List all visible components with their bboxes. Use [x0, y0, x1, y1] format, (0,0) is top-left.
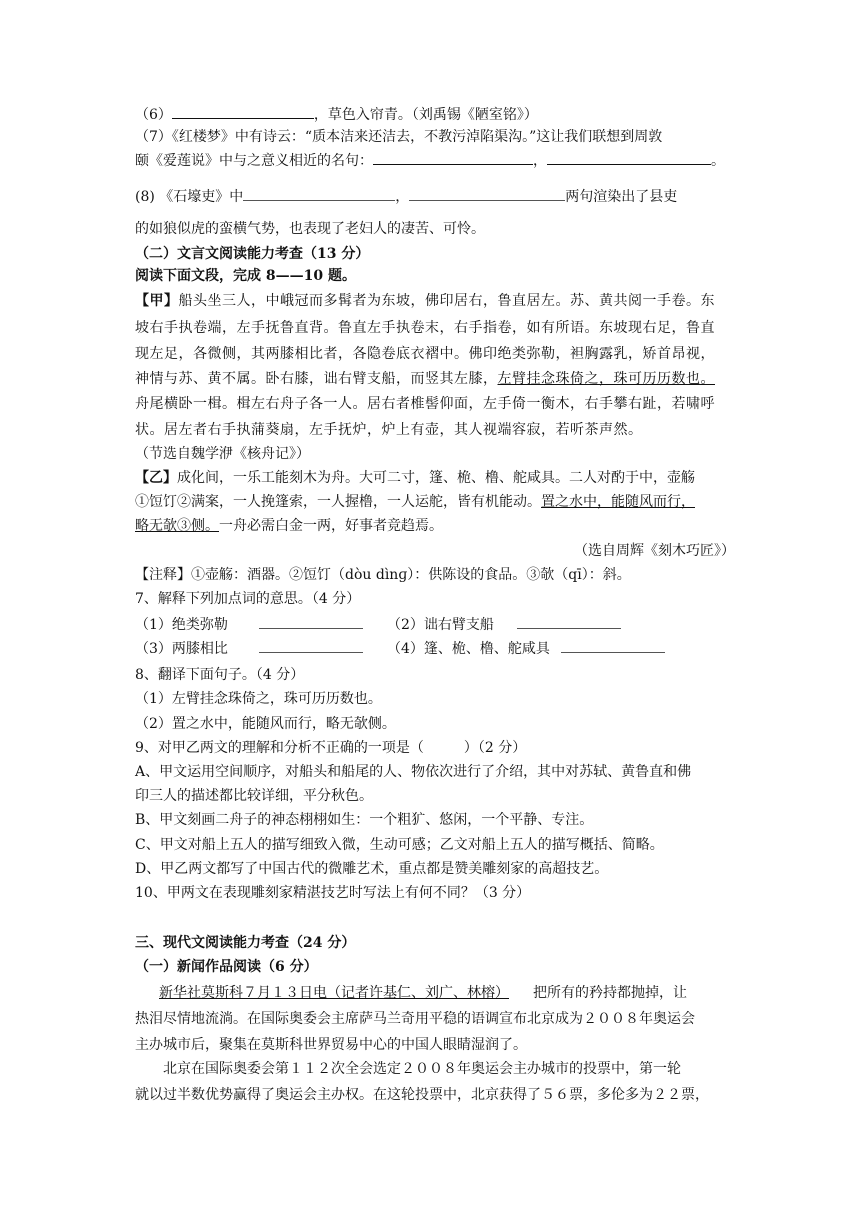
q7-item-2-blank[interactable]	[517, 614, 621, 629]
q8-answer-blank-1[interactable]	[243, 186, 395, 201]
passage-yi-line2	[135, 491, 735, 513]
news-lead: 把所有的矜持都抛掉，让	[533, 985, 687, 1001]
q9-option-d: D、甲乙两文都写了中国古代的微雕艺术，重点都是赞美雕刻家的高超技艺。	[135, 861, 609, 877]
q9-option-c: C、甲文对船上五人的描写细致入微，生动可感；乙文对船上五人的描写概括、简略。	[135, 837, 664, 853]
passage-yi-source: （选自周辉《刻木巧匠》）	[574, 543, 735, 559]
q7-item-3: （3）两膝相比	[135, 641, 228, 657]
section-3-title: 三、现代文阅读能力考查（24 分）	[135, 935, 356, 951]
q7-comma: ，	[533, 153, 547, 169]
passage-yi-line1	[135, 467, 735, 489]
q6-text: ，草色入帘青。（刘禹锡《陋室铭》）	[313, 107, 538, 123]
passage-yi-underlined-2: 略无欹③侧。	[135, 518, 219, 534]
section-3-subtitle: （一）新闻作品阅读（6 分）	[135, 959, 318, 975]
passage-jia-label: 【甲】	[135, 293, 179, 309]
news-line1	[135, 982, 735, 1004]
passage-jia-text4: 神情与苏、黄不属。卧右膝，诎右臂支船，而竖其左膝，	[135, 371, 498, 387]
question-8-item2: （2）置之水中，能随风而行，略无欹侧。	[135, 716, 396, 732]
q9-heading-score: ）（2 分）	[463, 740, 527, 756]
question-7-row2	[135, 638, 735, 660]
q9-option-b: B、甲文刻画二舟子的神态栩栩如生：一个粗犷、悠闲，一个平静、专注。	[135, 812, 594, 828]
passage-jia-line3: 现左足，各微侧，其两膝相比者，各隐卷底衣褶中。佛印绝类弥勒，袒胸露乳，矫首昂视，	[135, 346, 715, 362]
q6-number: （6）	[135, 107, 172, 123]
news-dateline: 新华社莫斯科７月１３日电（记者许基仁、刘广、林榕）	[159, 985, 509, 1001]
passage-jia-line6: 状。居左者右手执蒲葵扇，左手抚炉，炉上有壶，其人视端容寂，若听茶声然。	[135, 422, 643, 438]
passage-jia-underlined: 左臂挂念珠倚之，珠可历历数也。	[497, 371, 715, 387]
fill-question-7-line2	[135, 150, 735, 172]
fill-question-7-line1: （7）《红楼梦》中有诗云：“质本洁来还洁去，不教污淖陷渠沟。”这让我们联想到周敦	[135, 129, 663, 145]
passage-yi-underlined-1: 置之水中，能随风而行，	[541, 494, 695, 510]
fill-question-6	[135, 104, 735, 126]
passage-jia-line4	[135, 368, 735, 390]
question-8-heading: 8、翻译下面句子。（4 分）	[135, 667, 305, 683]
q8-comma: ，	[395, 189, 410, 205]
q7-prompt: 颐《爱莲说》中与之意义相近的名句：	[135, 153, 373, 169]
q7-item-4-blank[interactable]	[561, 638, 665, 653]
passage-jia-line5: 舟尾横卧一楫。楫左右舟子各一人。居右者椎髻仰面，左手倚一衡木，右手攀右趾，若啸呼	[135, 396, 715, 412]
q9-option-a-line2: 印三人的描述都比较详细，平分秋色。	[135, 788, 373, 804]
q8-tail: 两句渲染出了县吏	[565, 189, 678, 205]
news-line5: 就以过半数优势赢得了奥运会主办权。在这轮投票中，北京获得了５６票，多伦多为２２票，	[135, 1087, 709, 1103]
section-2-instruction: 阅读下面文段，完成 8——10 题。	[135, 268, 356, 284]
q7-item-1: （1）绝类弥勒	[135, 617, 228, 633]
question-9-heading	[135, 737, 735, 759]
news-paragraph2-start: 北京在国际奥委会第１１２次全会选定２００８年奥运会主办城市的投票中，第一轮	[163, 1061, 681, 1077]
passage-yi-line3	[135, 515, 735, 537]
question-10: 10、甲两文在表现雕刻家精湛技艺时写法上有何不同？（3 分）	[135, 885, 531, 901]
q7-answer-blank-2[interactable]	[547, 150, 711, 165]
q7-answer-blank-1[interactable]	[373, 150, 533, 165]
q7-item-3-blank[interactable]	[259, 638, 363, 653]
q8-prompt: (8) 《石壕吏》中	[135, 189, 244, 205]
passage-yi-text2: ①饾饤②满案，一人挽篷索，一人握橹，一人运舵，皆有机能动。	[135, 494, 541, 510]
passage-jia-text1: 船头坐三人，中峨冠而多髯者为东坡，佛印居右，鲁直居左。苏、黄共阅一手卷。东	[178, 293, 715, 309]
news-line4	[135, 1058, 735, 1080]
news-line3: 主办城市后，聚集在莫斯科世界贸易中心的中国人眼睛湿润了。	[135, 1037, 527, 1053]
fill-question-8-line1	[135, 186, 735, 208]
question-8-item1: （1）左臂挂念珠倚之，珠可历历数也。	[135, 691, 382, 707]
fill-question-8-line2: 的如狼似虎的蛮横气势，也表现了老妇人的凄苦、可怜。	[135, 221, 485, 237]
q8-answer-blank-2[interactable]	[409, 186, 565, 201]
passage-yi-text1: 成化间，一乐工能刻木为舟。大可二寸，篷、桅、橹、舵咸具。二人对酌于中，壶觞	[177, 470, 695, 486]
passage-yi-label: 【乙】	[135, 470, 177, 486]
q6-answer-blank[interactable]	[172, 104, 314, 119]
passage-jia-line2: 坡右手执卷端，左手抚鲁直背。鲁直左手执卷末，右手指卷，如有所语。东坡现右足，鲁直	[135, 320, 715, 336]
q7-item-2: （2）诎右臂支船	[387, 617, 494, 633]
q9-option-a-line1: A、甲文运用空间顺序，对船头和船尾的人、物依次进行了介绍，其中对苏轼、黄鲁直和佛	[135, 764, 692, 780]
question-7-heading: 7、解释下列加点词的意思。（4 分）	[135, 591, 361, 607]
passage-jia-source: （节选自魏学洢《核舟记》）	[135, 446, 310, 462]
passage-jia-line1	[135, 290, 735, 312]
passage-yi-text3: 一舟必需白金一两，好事者竞趋焉。	[219, 518, 443, 534]
question-7-row1	[135, 614, 735, 636]
q9-heading-text: 9、对甲乙两文的理解和分析不正确的一项是（	[135, 740, 424, 756]
annotation-notes: 【注释】①壶觞：酒器。②饾饤（dòu dìnɡ）：供陈设的食品。③欹（qī）：斜。	[135, 567, 631, 583]
section-2-title: （二）文言文阅读能力考查（13 分）	[135, 246, 370, 262]
q7-item-4: （4）篷、桅、橹、舵咸具	[387, 641, 550, 657]
q7-period: 。	[711, 153, 725, 169]
q7-item-1-blank[interactable]	[259, 614, 363, 629]
news-line2: 热泪尽情地流淌。在国际奥委会主席萨马兰奇用平稳的语调宣布北京成为２００８年奥运会	[135, 1011, 695, 1027]
